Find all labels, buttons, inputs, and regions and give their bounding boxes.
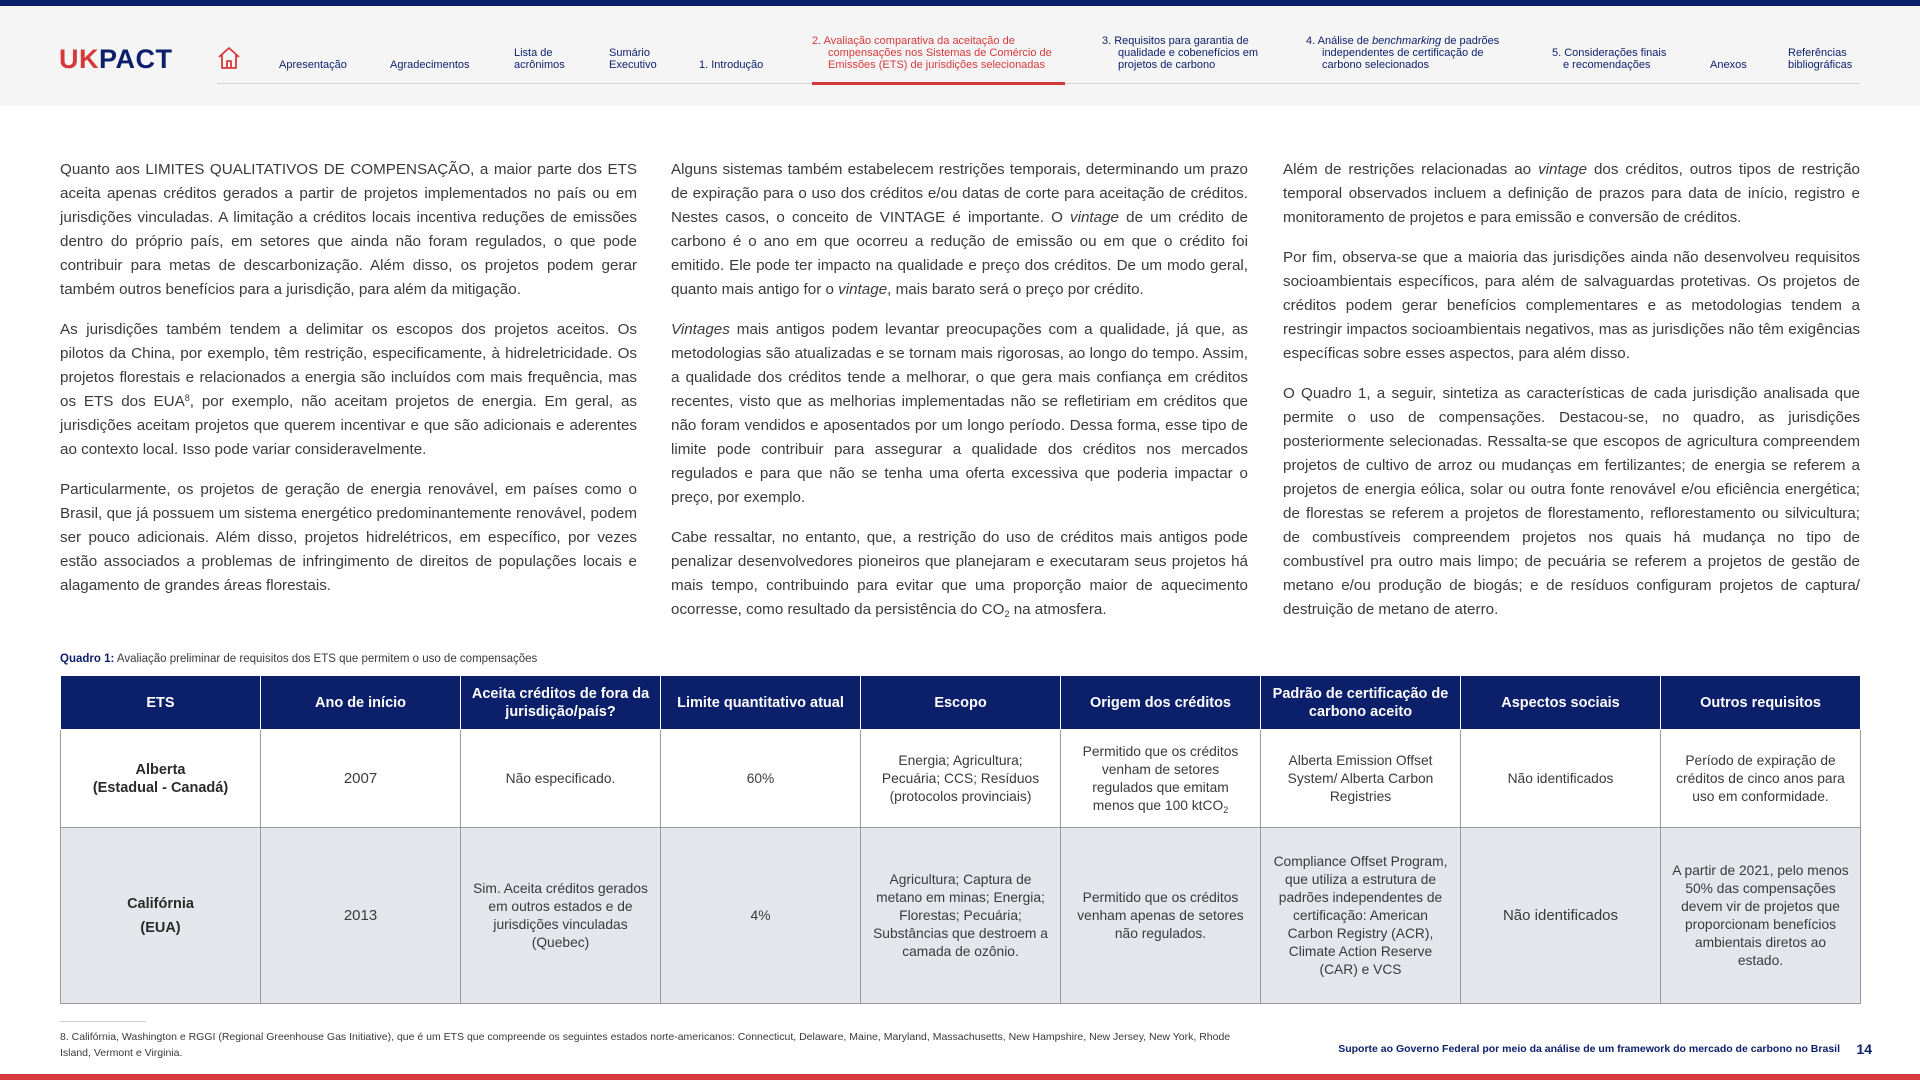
column-header: Aceita créditos de fora da jurisdição/país?: [461, 676, 661, 730]
nav-active-indicator: [812, 82, 1065, 85]
footnote: 8. Califórnia, Washington e RGGI (Regional Greenhouse Gas Initiative), que é um ETS que compreende os seguintes estados norte-americanos: Connecticut, Delaware, Maine, Maryland, Massachusetts, New Hampshire, New Jersey, New York, Rhode Island, Vermont e Virginia.: [60, 1031, 1231, 1059]
table-header-row: [61, 676, 1861, 730]
paragraph: Cabe ressaltar, no entanto, que, a restrição do uso de créditos mais antigos pode penalizar desenvolvedores pioneiros que planejaram e executaram seus projetos há mais tempo, contribuindo para evitar que uma proporção maior de aquecimento ocorresse, como resultado da persistência do $CO_2$ na atmosfera.: [671, 529, 1248, 619]
home-icon[interactable]: [217, 46, 241, 70]
table-cell: Energia; Agricultura; Pecuária; CCS; Resíduos (protocolos provinciais): [861, 730, 1061, 828]
table-cell: Permitido que os créditos venham apenas de setores não regulados.: [1061, 828, 1261, 1004]
footnote-ref[interactable]: 8: [184, 393, 190, 403]
nav-anexos[interactable]: Anexos: [1710, 59, 1747, 71]
table-cell: Não especificado.: [461, 730, 661, 828]
column-header: Padrão de certificação de carbono aceito: [1261, 676, 1461, 730]
nav-introducao[interactable]: 1. Introdução: [699, 59, 764, 71]
column-header: Origem dos créditos: [1061, 676, 1261, 730]
nav-lista-acronimos[interactable]: Lista de acrônimos: [514, 47, 565, 71]
paragraph: Vintages mais antigos podem levantar preocupações com a qualidade, já que, as metodologias são atualizadas e se tornam mais rigorosas, ao longo do tempo. Assim, a qualidade dos créditos tende a melhorar, o que gera mais confiança em créditos recentes, visto que as melhorias implementadas não se refletiriam em créditos que não foram vendidos e aposentados por um longo período. Dessa forma, esse tipo de limite pode contribuir para assegurar a qualidade dos créditos nos mercados regulados e para que não se tenha uma oferta excessiva que poderia impactar o preço, por exemplo.: [671, 321, 1248, 506]
footnote-divider: [60, 1021, 146, 1022]
bottom-accent-bar: [0, 1074, 1920, 1080]
paragraph: Quanto aos LIMITES QUALITATIVOS DE COMPENSAÇÃO, a maior parte dos ETS aceita apenas créditos gerados a partir de projetos implementados no país ou em jurisdições vinculadas. A limitação a créditos locais incentiva reduções de emissões dentro do próprio país, em setores que ainda não foram regulados, o que pode contribuir para metas de descarbonização. Além disso, os projetos podem gerar também outros benefícios para a jurisdição, para além da mitigação.: [60, 161, 637, 298]
nav-agradecimentos[interactable]: Agradecimentos: [390, 59, 470, 71]
table-cell: Compliance Offset Program, que utiliza a estrutura de padrões independentes de certificação: American Carbon Registry (ACR), Climate Action Reserve (CAR) e VCS: [1261, 828, 1461, 1004]
nav-section-5[interactable]: 5. Considerações finais e recomendações: [1552, 47, 1667, 71]
ukpact-logo[interactable]: UKPACT: [59, 44, 173, 74]
column-header: Limite quantitativo atual: [661, 676, 861, 730]
paragraph: Particularmente, os projetos de geração de energia renovável, em países como o Brasil, que já possuem um sistema energético predominantemente renovável, podem ser pouco adicionais. Além disso, projetos hidrelétricos, em específico, por vezes estão associados a problemas de infringimento de direitos de populações locais e alagamento de grandes áreas florestais.: [60, 481, 637, 594]
ets-cell: Califórnia (EUA): [61, 828, 261, 1004]
nav-section-3[interactable]: 3. Requisitos para garantia de qualidade e cobenefícios em projetos de carbono: [1102, 35, 1259, 71]
table-cell: Permitido que os créditos venham de setores regulados que emitam menos que 100 ktCO$_2$: [1061, 730, 1261, 828]
footer-title: Suporte ao Governo Federal por meio da análise de um framework do mercado de carbono no Brasil: [1338, 1043, 1840, 1055]
paragraph: Alguns sistemas também estabelecem restrições temporais, determinando um prazo de expiração para o uso dos créditos e/ou datas de corte para aceitação de créditos. Nestes casos, o conceito de VINTAGE é importante. O vintage de um crédito de carbono é o ano em que ocorreu a redução de emissão ou em que o crédito foi emitido. Ele pode ter impacto na qualidade e preço dos créditos. De um modo geral, quanto mais antigo for o vintage, mais barato será o preço por crédito.: [671, 161, 1248, 298]
paragraph: As jurisdições também tendem a delimitar os escopos dos projetos aceitos. Os pilotos da China, por exemplo, têm restrição, especificamente, à hidreletricidade. Os projetos florestais e relacionados a energia são incluídos com mais frequência, mas os ETS dos EUA$^8$, por exemplo, não aceitam projetos de energia. Em geral, as jurisdições aceitam projetos que querem incentivar e que são adicionais e aderentes ao contexto local. Isso pode variar consideravelmente.: [60, 321, 637, 458]
text-column-2: [671, 158, 1248, 638]
table-row: [61, 730, 1861, 828]
page-number: 14: [1856, 1041, 1872, 1057]
table-cell: Alberta Emission Offset System/ Alberta Carbon Registries: [1261, 730, 1461, 828]
column-header: Aspectos sociais: [1461, 676, 1661, 730]
table-cell: 60%: [661, 730, 861, 828]
table-cell: Período de expiração de créditos de cinco anos para uso em conformidade.: [1661, 730, 1861, 828]
text-column-3: [1283, 158, 1860, 638]
nav-sumario-executivo[interactable]: Sumário Executivo: [609, 47, 657, 71]
nav-referencias[interactable]: Referências bibliográficas: [1788, 47, 1853, 71]
table-cell: A partir de 2021, pelo menos 50% das compensações devem vir de projetos que proporcionam benefícios ambientais diretos ao estado.: [1661, 828, 1861, 1004]
ets-cell: Alberta (Estadual - Canadá): [61, 730, 261, 828]
nav-apresentacao[interactable]: Apresentação: [279, 59, 347, 71]
table-cell: 2013: [261, 828, 461, 1004]
table-cell: Não identificados: [1461, 730, 1661, 828]
table-cell: 2007: [261, 730, 461, 828]
table-cell: Sim. Aceita créditos gerados em outros estados e de jurisdições vinculadas (Quebec): [461, 828, 661, 1004]
table-cell: 4%: [661, 828, 861, 1004]
column-header: Escopo: [861, 676, 1061, 730]
table-cell: Agricultura; Captura de metano em minas; Energia; Florestas; Pecuária; Substâncias que destroem a camada de ozônio.: [861, 828, 1061, 1004]
nav-section-4[interactable]: 4. Análise de benchmarking de padrões independentes de certificação de carbono selecionados: [1306, 35, 1500, 71]
nav-section-2-active[interactable]: 2. Avaliação comparativa da aceitação de compensações nos Sistemas de Comércio de Emissões (ETS) de jurisdições selecionadas: [812, 35, 1052, 71]
quadro-1-table: [60, 675, 1861, 1004]
column-header: Ano de início: [261, 676, 461, 730]
column-header: Outros requisitos: [1661, 676, 1861, 730]
table-cell: Não identificados: [1461, 828, 1661, 1004]
header: [0, 6, 1920, 106]
column-header: ETS: [61, 676, 261, 730]
paragraph: Por fim, observa-se que a maioria das jurisdições ainda não desenvolveu requisitos socioambientais específicos, para além de salvaguardas protetivas. Os projetos de créditos podem gerar benefícios complementares e as metodologias tendem a restringir impactos socioambientais negativos, mas as jurisdições não têm exigências específicas sobre esses aspectos, para além disso.: [1283, 249, 1860, 362]
paragraph: Além de restrições relacionadas ao vintage dos créditos, outros tipos de restrição temporal observados incluem a definição de prazos para data de início, registro e monitoramento de projetos e para emissão e conversão de créditos.: [1283, 161, 1861, 226]
table-caption: Quadro 1: Avaliação preliminar de requisitos dos ETS que permitem o uso de compensações: [60, 653, 538, 665]
table-row: [61, 828, 1861, 1004]
paragraph: O Quadro 1, a seguir, sintetiza as características de cada jurisdição analisada que permite o uso de compensações. Destacou-se, no quadro, as jurisdições posteriormente selecionadas. Ressalta-se que escopos de agricultura compreendem projetos de cultivo de arroz ou mudanças em fertilizantes; de energia se referem a projetos de energia eólica, solar ou outra fonte renovável e/ou eficiência energética; de florestas se referem a projetos de florestamento, reflorestamento ou silvicultura; de combustíveis compreendem projetos nos quais há mudança no tipo de combustível pra outro mais limpo; de pecuária se referem a projetos de gestão de metano e/ou produção de biogás; e de resíduos configuram projetos de captura/ destruição de metano de aterro.: [1283, 385, 1860, 618]
text-column-1: [60, 158, 637, 614]
